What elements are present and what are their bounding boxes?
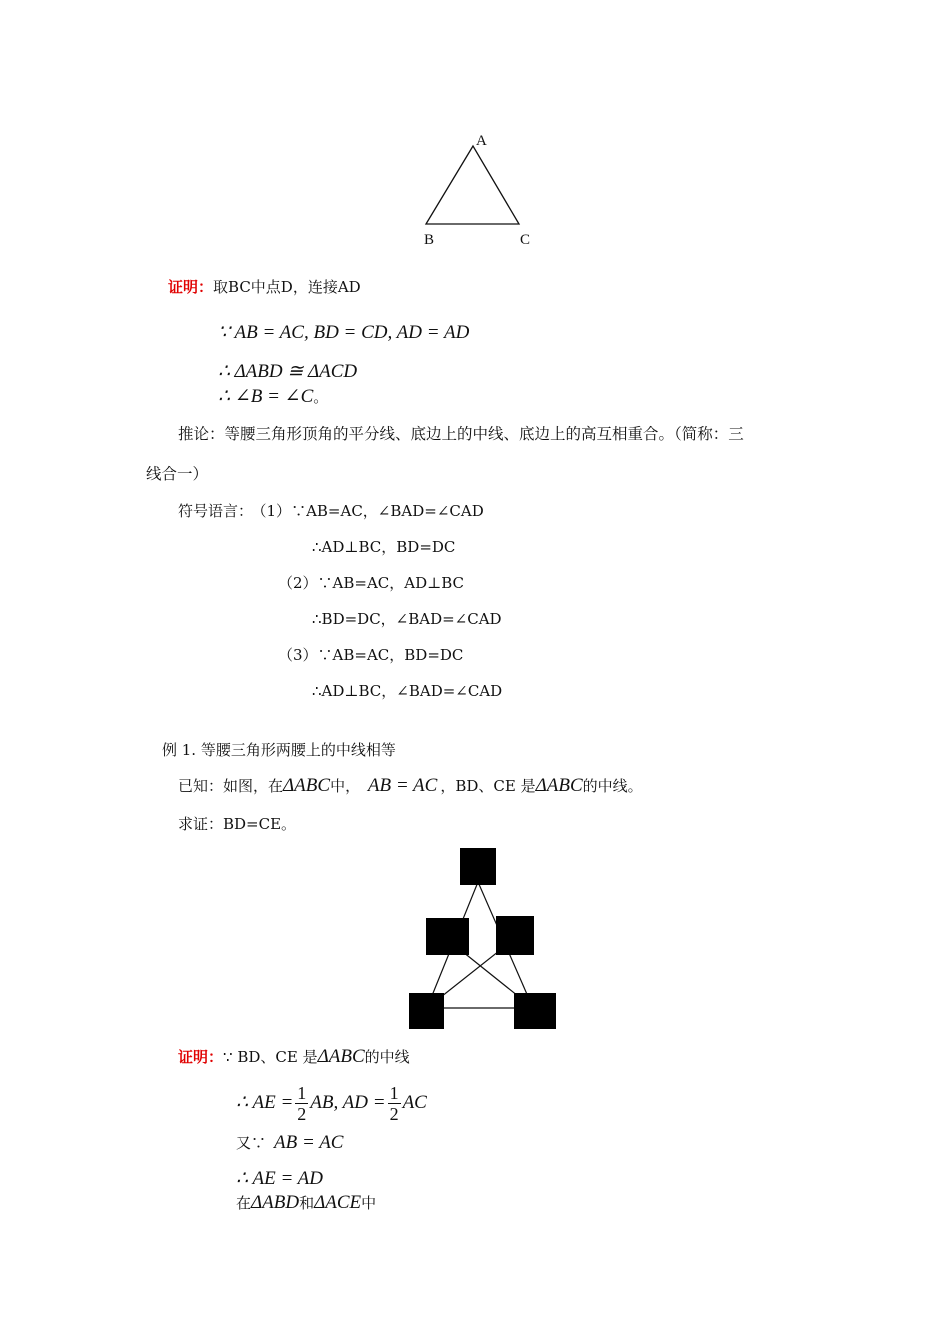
proof2-line1-pre: ∵ BD、CE 是 (223, 1048, 318, 1066)
fraction-numerator-2: 1 (389, 1083, 399, 1103)
redacted-label-e (426, 918, 469, 955)
proof1-line1: ∵ AB = AC, BD = CD, AD = AD (218, 322, 470, 343)
proof1-intro-line (168, 278, 361, 296)
vertex-label-a: A (476, 133, 487, 149)
triangle-figure (410, 126, 550, 251)
vertex-label-c: C (520, 232, 531, 248)
proof2-line3 (236, 1132, 343, 1155)
proof1-heading: 证明： (168, 278, 214, 296)
fraction-half (295, 1083, 308, 1124)
fraction-denominator: 2 (297, 1104, 307, 1124)
redacted-label-c (514, 993, 556, 1029)
given-rest: ，BD、CE 是 (440, 777, 536, 795)
symbolic-num-2: （2） (278, 574, 318, 592)
symbolic-num-1: （1） (259, 502, 292, 520)
proof1-line3: ∴ ∠B = ∠C (218, 386, 314, 407)
given-end: 的中线。 (582, 777, 643, 795)
given-triangle-2: ΔABC (535, 775, 583, 796)
proof2-line5 (236, 1192, 376, 1215)
proof2-line2-c: AC (402, 1091, 427, 1113)
symbolic-concl-2: ∴BD=DC，∠BAD=∠CAD (312, 610, 502, 628)
proof2-line1-triangle: ΔABC (317, 1046, 365, 1067)
proof2-line1 (178, 1046, 410, 1069)
example1-given (178, 775, 643, 798)
fraction-numerator: 1 (297, 1083, 307, 1103)
symbolic-title: 符号语言： (178, 502, 254, 520)
symbolic-row3 (278, 646, 463, 664)
given-equation: AB = AC (367, 775, 438, 796)
redacted-label-a (460, 848, 496, 885)
example1-prove: 求证：BD=CE。 (178, 815, 297, 833)
medians-figure (405, 842, 565, 1034)
given-mid: 中， (330, 777, 361, 795)
proof1-line3-wrap (218, 386, 328, 409)
symbolic-concl-1: ∴AD⊥BC，BD=DC (312, 538, 456, 556)
symbolic-row1 (178, 502, 484, 520)
fraction-half-2 (388, 1083, 401, 1124)
given-triangle: ΔABC (283, 775, 331, 796)
symbolic-given-1: ∵AB=AC，∠BAD=∠CAD (291, 502, 484, 520)
vertex-label-b: B (424, 232, 435, 248)
given-prefix: 已知：如图，在 (178, 777, 284, 795)
proof2-line5-t1: ΔABD (251, 1192, 300, 1213)
proof2-line3-eq: AB = AC (274, 1132, 344, 1153)
proof2-line4: ∴ AE = AD (236, 1168, 324, 1189)
proof1-line2: ∴ ΔABD ≅ ΔACD (218, 361, 358, 382)
proof2-line5-and: 和 (299, 1194, 315, 1212)
symbolic-row2 (278, 574, 464, 592)
proof2-line2-b: AB, AD = (310, 1091, 386, 1113)
redacted-label-b (409, 993, 444, 1029)
proof2-line5-post: 中 (361, 1194, 377, 1212)
redacted-label-d (496, 916, 534, 955)
proof1-intro: 取BC中点D，连接AD (213, 278, 361, 296)
corollary-line1: 推论：等腰三角形顶角的平分线、底边上的中线、底边上的高互相重合。（简称：三 (178, 425, 744, 443)
example1-title: 例 1. 等腰三角形两腰上的中线相等 (162, 741, 396, 759)
proof2-line5-pre: 在 (236, 1194, 252, 1212)
proof2-line2 (236, 1083, 427, 1124)
corollary-line2: 线合一） (146, 465, 209, 483)
fraction-denominator-2: 2 (389, 1104, 399, 1124)
symbolic-given-2: ∵AB=AC，AD⊥BC (317, 574, 465, 592)
symbolic-concl-3: ∴AD⊥BC，∠BAD=∠CAD (312, 682, 503, 700)
triangle-abc (426, 146, 519, 224)
proof2-heading: 证明： (178, 1048, 224, 1066)
proof2-line2-a: ∴ AE = (236, 1091, 294, 1113)
proof2-line1-post: 的中线 (364, 1048, 410, 1066)
proof2-line3-pre: 又∵ (236, 1134, 267, 1152)
proof2-line5-t2: ΔACE (314, 1192, 362, 1213)
symbolic-given-3: ∵AB=AC，BD=DC (317, 646, 464, 664)
proof1-line3-end: 。 (313, 388, 329, 406)
symbolic-num-3: （3） (278, 646, 318, 664)
